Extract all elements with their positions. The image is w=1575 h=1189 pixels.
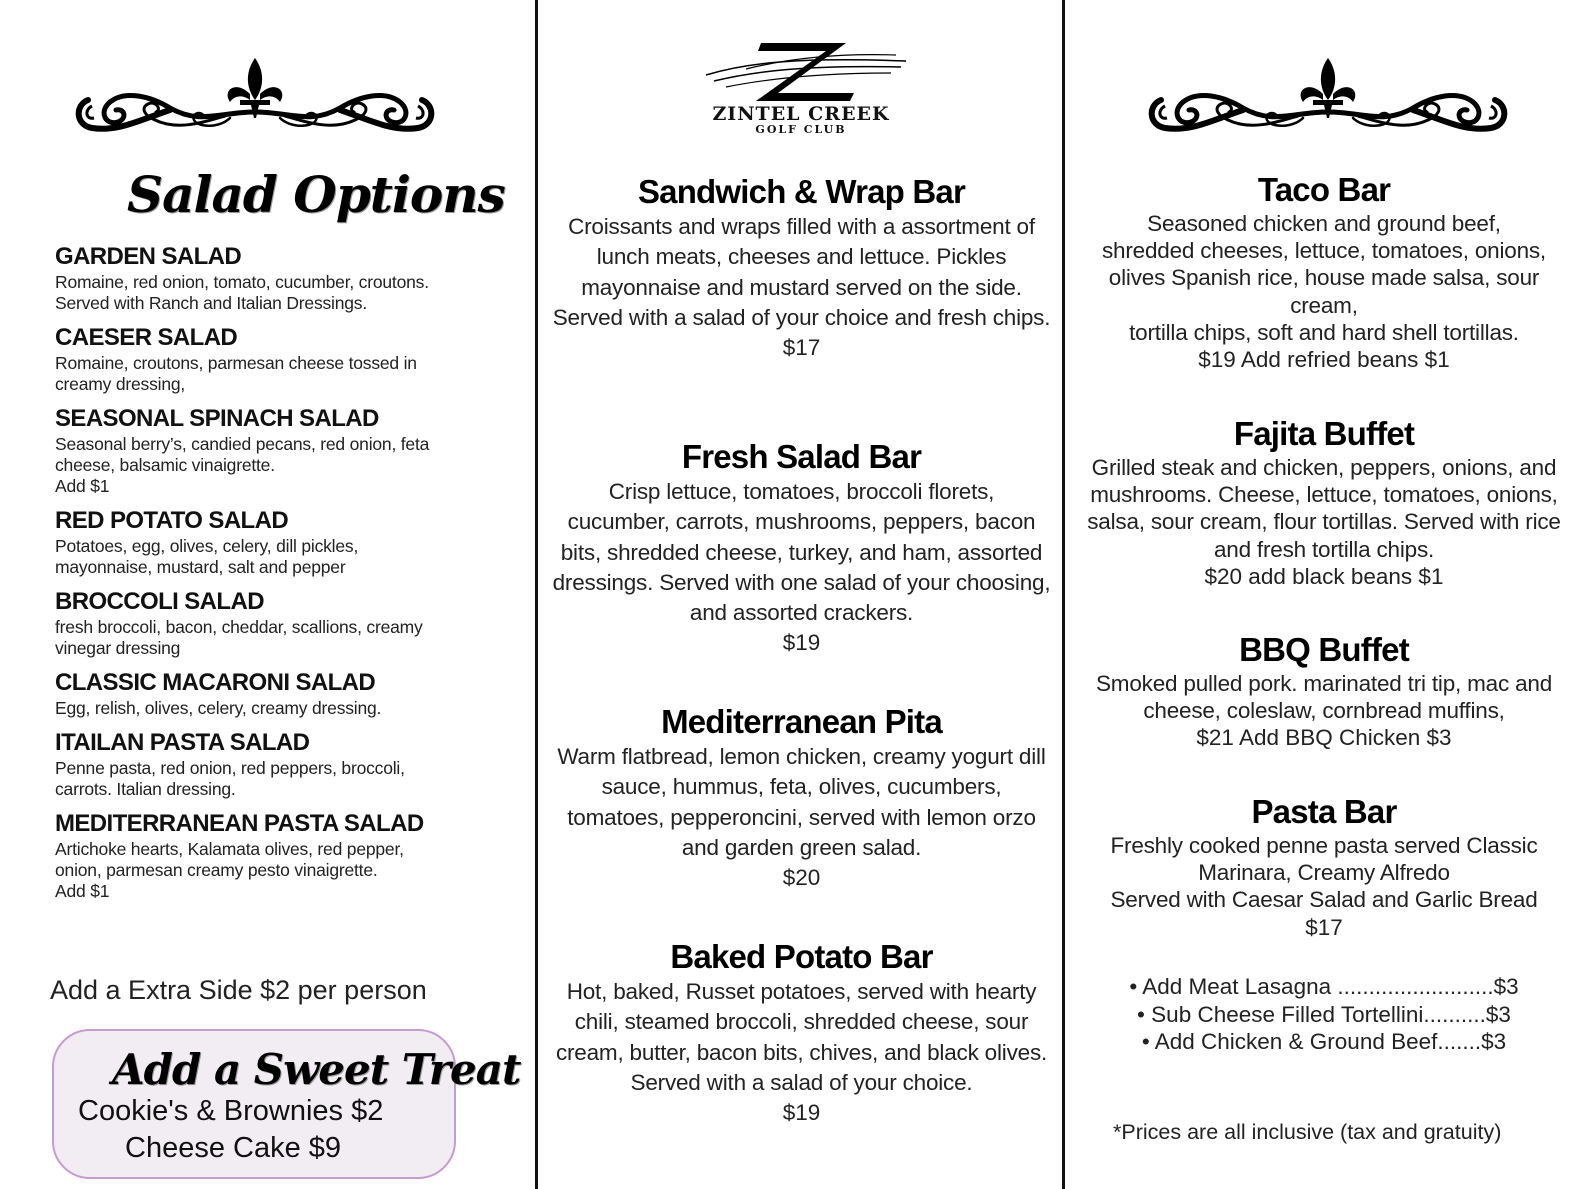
description-line: cream, butter, bacon bits, chives, and black olives. — [555, 1039, 1048, 1065]
description-line: Hot, baked, Russet potatoes, served with hearty — [566, 979, 1037, 1004]
salad-name: CLASSIC MACARONI SALAD — [55, 669, 376, 696]
salad-description-line: mayonnaise, mustard, salt and pepper — [55, 557, 346, 577]
salad-name: CAESER SALAD — [55, 324, 238, 351]
salad-description-line: Egg, relish, olives, celery, creamy dressing. — [55, 698, 382, 718]
section-title: Sandwich & Wrap Bar — [637, 173, 966, 210]
salad-description-line: Served with Ranch and Italian Dressings. — [55, 293, 368, 313]
salad-description-line: Romaine, croutons, parmesan cheese tossed in — [55, 353, 417, 373]
salad-name: RED POTATO SALAD — [55, 507, 289, 534]
description-line: and assorted crackers. — [689, 600, 914, 626]
section-description — [1073, 454, 1575, 563]
section-title: Fajita Buffet — [1233, 415, 1415, 452]
menu-section — [548, 937, 1055, 1128]
description-line: tortilla chips, soft and hard shell tortillas. — [1129, 319, 1519, 345]
salad-item — [55, 506, 525, 578]
section-title: Baked Potato Bar — [670, 938, 933, 975]
section-price: $21 Add BBQ Chicken $3 — [1196, 725, 1452, 751]
section-description — [548, 977, 1055, 1098]
description-line: bits, shredded cheese, turkey, and ham, assorted — [560, 539, 1043, 565]
section-description — [548, 742, 1055, 863]
description-line: Croissants and wraps filled with a assortment of — [568, 214, 1035, 239]
description-line: sauce, hummus, feta, olives, cucumbers, — [601, 774, 1002, 800]
salad-item — [55, 668, 525, 719]
description-line: Warm flatbread, lemon chicken, creamy yogurt dill — [557, 744, 1046, 769]
salad-name: GARDEN SALAD — [55, 243, 242, 270]
salad-description-line: Penne pasta, red onion, red peppers, broccoli, — [55, 758, 405, 778]
salad-name: MEDITERRANEAN PASTA SALAD — [55, 810, 424, 837]
sweet-treat-line: Cookie's & Brownies $2 — [78, 1095, 384, 1127]
logo-z-mark-icon — [686, 35, 916, 105]
salad-item — [55, 323, 525, 395]
salad-description-line: carrots. Italian dressing. — [55, 779, 236, 799]
description-line: Freshly cooked penne pasta served Classic — [1110, 833, 1538, 858]
salad-options-title: Salad Options — [127, 165, 505, 224]
salad-name: SEASONAL SPINACH SALAD — [55, 405, 379, 432]
sweet-treat-line: Cheese Cake $9 — [125, 1132, 342, 1164]
salad-description-line: onion, parmesan creamy pesto vinaigrette. — [55, 860, 378, 880]
salad-name: ITAILAN PASTA SALAD — [55, 729, 310, 756]
right-column — [1065, 0, 1575, 1189]
section-description — [548, 212, 1055, 333]
description-line: Grilled steak and chicken, peppers, onions, and — [1091, 455, 1557, 480]
salad-description-line: Add $1 — [55, 881, 110, 901]
salad-description-line: cheese, balsamic vinaigrette. — [55, 455, 275, 475]
description-line: chili, steamed broccoli, shredded cheese, sour — [574, 1009, 1029, 1035]
salad-item — [55, 728, 525, 800]
sweet-treat-box — [52, 1029, 521, 1179]
description-line: Seasoned chicken and ground beef, — [1147, 211, 1501, 236]
section-price: $20 — [782, 865, 821, 891]
prices-inclusive-note: *Prices are all inclusive (tax and gratuity) — [1113, 1120, 1502, 1144]
menu-section — [1073, 630, 1575, 752]
description-line: salsa, sour cream, flour tortillas. Served with rice — [1087, 509, 1561, 535]
middle-column — [538, 0, 1065, 1189]
pasta-addon-item: • Add Chicken & Ground Beef.......$3 — [1141, 1029, 1507, 1054]
salad-list — [55, 242, 525, 911]
logo-name: ZINTEL CREEK — [712, 103, 890, 125]
fleur-de-lis-ornament-icon — [1143, 50, 1513, 132]
pasta-addons-list — [1065, 973, 1575, 1056]
salad-description-line: vinegar dressing — [55, 638, 181, 658]
description-line: shredded cheeses, lettuce, tomatoes, onions, — [1102, 238, 1546, 264]
pasta-addon-item: • Sub Cheese Filled Tortellini..........$3 — [1137, 1001, 1511, 1027]
description-line: cucumber, carrots, mushrooms, peppers, bacon — [567, 509, 1036, 535]
description-line: tomatoes, pepperoncini, served with lemon orzo — [567, 804, 1036, 830]
description-line: Served with a salad of your choice. — [630, 1069, 973, 1095]
salad-item — [55, 809, 525, 902]
sweet-treat-title: Add a Sweet Treat — [112, 1045, 521, 1094]
description-line: olives Spanish rice, house made salsa, sour cream, — [1108, 265, 1540, 318]
menu-section — [1073, 170, 1575, 373]
description-line: and fresh tortilla chips. — [1213, 536, 1435, 562]
section-price: $19 — [782, 630, 821, 656]
salad-item — [55, 404, 525, 497]
salad-item — [55, 242, 525, 314]
description-line: Served with Caesar Salad and Garlic Bread — [1110, 887, 1538, 913]
section-price: $20 add black beans $1 — [1204, 563, 1444, 589]
menu-section — [548, 702, 1055, 893]
description-line: cheese, coleslaw, cornbread muffins, — [1143, 698, 1505, 724]
section-price: $19 Add refried beans $1 — [1198, 347, 1450, 373]
description-line: Smoked pulled pork. marinated tri tip, mac and — [1095, 671, 1553, 696]
description-line: dressings. Served with one salad of your choosing, — [552, 569, 1051, 595]
description-line: lunch meats, cheeses and lettuce. Pickles — [596, 244, 1007, 270]
salad-description-line: Romaine, red onion, tomato, cucumber, croutons. — [55, 272, 429, 292]
section-title: BBQ Buffet — [1239, 631, 1409, 668]
salad-description-line: creamy dressing, — [55, 374, 186, 394]
salad-description-line: Add $1 — [55, 476, 110, 496]
description-line: mushrooms. Cheese, lettuce, tomatoes, onions, — [1090, 482, 1558, 508]
description-line: Served with a salad of your choice and fresh chips. — [552, 304, 1051, 330]
salad-name: BROCCOLI SALAD — [55, 588, 264, 615]
section-description — [1073, 670, 1575, 724]
description-line: mayonnaise and mustard served on the side. — [581, 274, 1022, 300]
section-description — [548, 477, 1055, 628]
menu-section — [548, 437, 1055, 658]
section-title: Taco Bar — [1257, 171, 1391, 208]
section-price: $19 — [782, 1100, 821, 1126]
description-line: Crisp lettuce, tomatoes, broccoli florets, — [608, 479, 995, 504]
menu-section — [1073, 792, 1575, 941]
logo-subtitle: GOLF CLUB — [755, 123, 847, 136]
section-title: Pasta Bar — [1251, 793, 1397, 830]
salad-description-line: Artichoke hearts, Kalamata olives, red pepper, — [55, 839, 404, 859]
extra-side-note: Add a Extra Side $2 per person — [50, 975, 427, 1005]
pasta-addon-item: • Add Meat Lasagna .........................$3 — [1129, 974, 1519, 999]
salad-description-line: fresh broccoli, bacon, cheddar, scallions, creamy — [55, 617, 423, 637]
section-price: $17 — [782, 335, 821, 361]
section-title: Mediterranean Pita — [661, 703, 942, 740]
salad-item — [55, 587, 525, 659]
menu-section — [548, 172, 1055, 363]
section-title: Fresh Salad Bar — [681, 438, 922, 475]
section-description — [1073, 210, 1575, 346]
salad-description-line: Seasonal berry’s, candied pecans, red onion, feta — [55, 434, 430, 454]
description-line: Marinara, Creamy Alfredo — [1198, 860, 1450, 886]
section-description — [1073, 832, 1575, 914]
zintel-creek-logo — [686, 35, 916, 143]
salad-column — [0, 0, 538, 1189]
fleur-de-lis-ornament-icon — [70, 50, 440, 132]
section-price: $17 — [1305, 914, 1343, 940]
salad-description-line: Potatoes, egg, olives, celery, dill pickles, — [55, 536, 359, 556]
description-line: and garden green salad. — [681, 834, 922, 860]
menu-section — [1073, 414, 1575, 590]
